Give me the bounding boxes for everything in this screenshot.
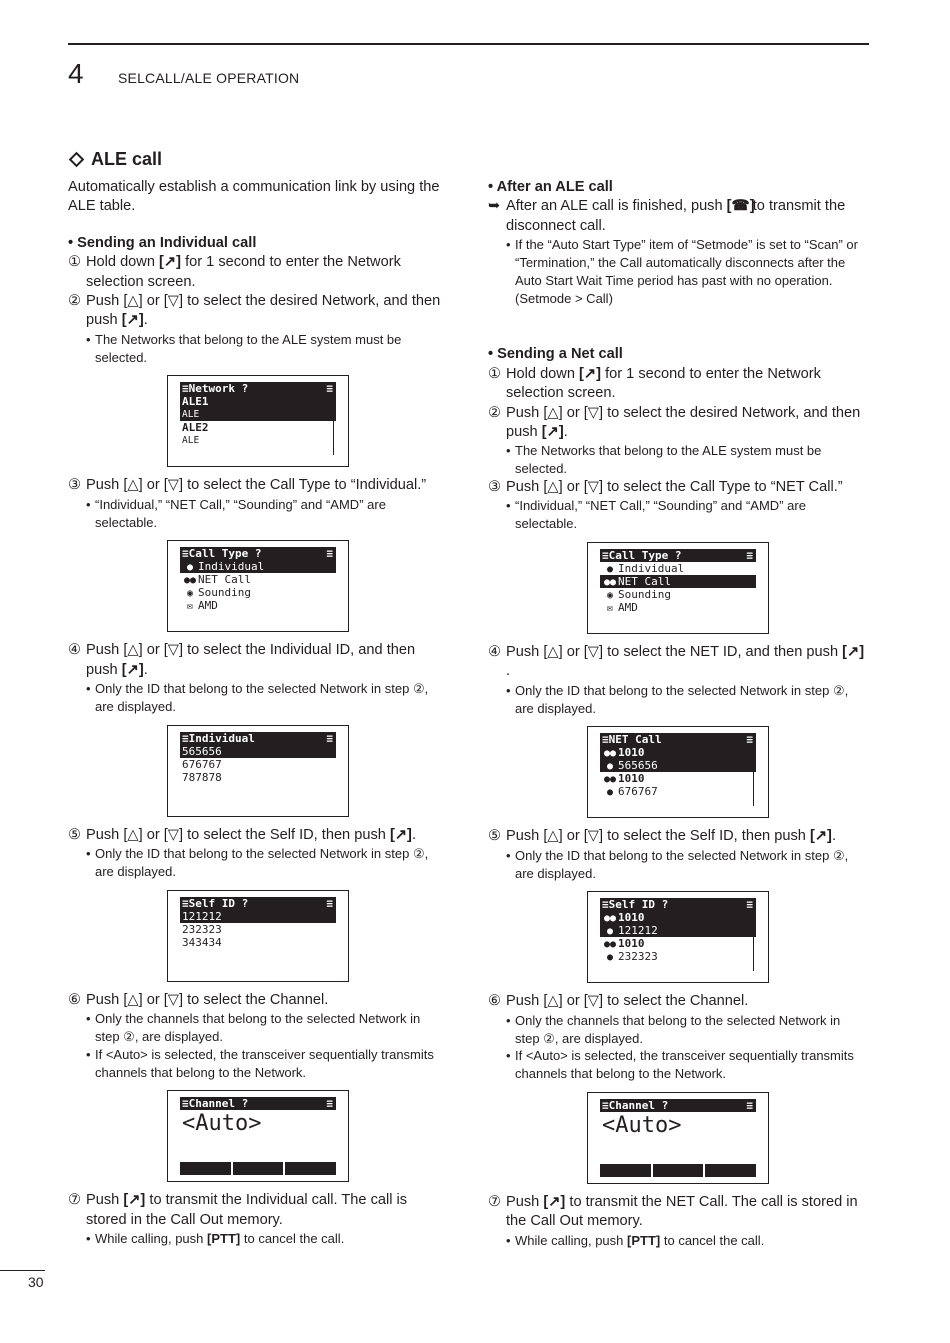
note-text: to cancel the call. <box>663 1232 765 1248</box>
step-text: Hold down <box>86 254 155 271</box>
step-number: ⑥ <box>68 991 82 1008</box>
lcd-selfid-net-screen <box>488 882 868 992</box>
lcd-network-screen <box>68 366 448 476</box>
bullet: • <box>86 1011 91 1027</box>
note <box>488 442 868 478</box>
lcd-channel-net-screen <box>488 1083 868 1193</box>
note-text: The Networks that belong to the ALE system must be selected. <box>515 443 822 477</box>
lcd-row: 565656 <box>180 745 336 758</box>
lcd-row <box>600 785 756 798</box>
lcd-row <box>600 772 756 785</box>
lcd-softkey-bar <box>180 1162 336 1175</box>
lcd-row-label: 1010 <box>618 746 645 760</box>
lcd-row <box>600 950 756 963</box>
note <box>68 1230 448 1248</box>
scan-key-icon: [☎] <box>726 198 755 215</box>
note <box>488 1232 868 1250</box>
footer-rule <box>0 1270 45 1271</box>
menu-icon: ≡ <box>182 382 189 396</box>
lcd-title: Channel ? <box>608 1099 669 1113</box>
step-text: Push [△] or [▽] to select the Self ID, then push <box>506 828 806 845</box>
individual-step-7 <box>68 1191 448 1230</box>
step-text: Push [△] or [▽] to select the Self ID, then push <box>86 826 386 843</box>
menu-icon: ≡ <box>602 1099 609 1113</box>
lcd-calltype-net-screen <box>488 533 868 643</box>
page-number: 30 <box>28 1274 44 1290</box>
menu-icon: ≡ <box>746 549 753 563</box>
lcd-row-label: 1010 <box>618 937 645 951</box>
step-text: Push [△] or [▽] to select the Call Type to “NET Call.” <box>506 479 843 496</box>
step-text: Push [△] or [▽] to select the desired Network, and then push <box>86 293 441 329</box>
note-text: Only the ID that belong to the selected Network in step ②, are displayed. <box>515 847 849 881</box>
step-text: Push [△] or [▽] to select the desired Network, and then push <box>506 404 861 441</box>
net-step-7 <box>488 1193 868 1232</box>
lcd-channel-value: <Auto> <box>182 1111 262 1137</box>
net-step-1 <box>488 365 868 404</box>
group-icon: ●● <box>603 913 617 925</box>
lcd-individual-screen <box>68 716 448 826</box>
arrow-icon: ➥ <box>488 198 501 215</box>
person-icon: ● <box>606 952 614 964</box>
lcd-row-label: Individual <box>198 560 265 574</box>
group-icon: ●● <box>603 939 617 951</box>
note-text: to cancel the call. <box>243 1231 345 1247</box>
step-text: Hold down <box>506 365 575 382</box>
envelope-icon: ✉ <box>606 603 614 615</box>
lcd-row: ALE <box>182 435 200 447</box>
lcd-scrollbar <box>753 911 756 971</box>
lcd-row-label: Sounding <box>198 586 251 600</box>
ptt-key: [PTT] <box>627 1232 661 1248</box>
person-icon: ● <box>606 787 614 799</box>
lcd-row <box>600 937 756 950</box>
lcd-title: Self ID ? <box>608 898 669 912</box>
menu-icon: ≡ <box>326 1097 333 1111</box>
menu-icon: ≡ <box>326 731 333 745</box>
individual-step-2 <box>68 292 448 331</box>
bullet: • <box>506 682 511 698</box>
step-number: ⑤ <box>68 826 82 843</box>
step-number: ⑦ <box>68 1192 82 1209</box>
step-number: ① <box>488 365 502 382</box>
bullet: • <box>86 846 91 862</box>
step-text: . <box>831 828 837 845</box>
lcd-title: Individual <box>188 731 255 745</box>
note <box>68 680 448 716</box>
step-text: Push [△] or [▽] to select the NET ID, and then push <box>506 644 839 661</box>
note <box>68 496 448 532</box>
lcd-row-label: 1010 <box>618 772 645 786</box>
step-text: Push [△] or [▽] to select the Channel. <box>86 991 329 1008</box>
call-key-icon: [↗] <box>541 424 564 441</box>
lcd-row-label: NET Call <box>618 575 671 589</box>
call-key-icon: [↗] <box>809 828 832 845</box>
note <box>68 331 448 367</box>
step-text: . <box>563 424 568 441</box>
step-number: ⑤ <box>488 828 502 845</box>
chapter-number: 4 <box>68 58 84 89</box>
step-text: for 1 second to enter the Network selection screen. <box>506 365 821 402</box>
lcd-softkey-bar <box>600 1164 756 1177</box>
bullet: • <box>506 1012 511 1028</box>
lcd-row <box>600 911 756 924</box>
individual-step-6 <box>68 991 448 1010</box>
step-text: to transmit the Individual call. The call is stored in the Call Out memory. <box>86 1192 408 1228</box>
lcd-row <box>600 924 756 937</box>
person-icon: ● <box>606 564 614 576</box>
note <box>68 1046 448 1082</box>
section-intro: Automatically establish a communication link by using the ALE table. <box>68 179 440 215</box>
step-number: ① <box>68 254 82 271</box>
step-number: ⑦ <box>488 1194 502 1211</box>
lcd-row: ALE2 <box>182 421 209 435</box>
bullet: • <box>506 1232 511 1248</box>
step-text: for 1 second to enter the Network selection screen. <box>86 254 401 290</box>
lcd-title: Call Type ? <box>188 547 262 561</box>
bullet: • <box>506 237 511 253</box>
call-key-icon: [↗] <box>123 1192 146 1209</box>
note-text: Only the ID that belong to the selected Network in step ②, are displayed. <box>515 682 849 716</box>
note-text: “Individual,” “NET Call,” “Sounding” and “AMD” are selectable. <box>515 498 806 532</box>
menu-icon: ≡ <box>746 898 753 912</box>
note <box>488 847 868 883</box>
net-step-4 <box>488 643 868 682</box>
bullet: • <box>506 847 511 863</box>
lcd-channel-value: <Auto> <box>602 1113 682 1139</box>
step-number: ④ <box>488 644 502 661</box>
group-icon: ●● <box>603 577 617 589</box>
menu-icon: ≡ <box>746 733 753 747</box>
lcd-title: Call Type ? <box>608 549 682 563</box>
call-key-icon: [↗] <box>389 826 412 843</box>
step-text: Push [△] or [▽] to select the Call Type to “Individual.” <box>86 477 427 494</box>
menu-icon: ≡ <box>182 547 189 561</box>
note-text: Only the ID that belong to the selected Network in step ②, are displayed. <box>95 846 429 880</box>
lcd-row-label: 232323 <box>618 950 658 964</box>
note-text: If the “Auto Start Type” item of “Setmode” is set to “Scan” or “Termination,” the Call automatically disconnects after the Auto Start Wait Time period has past with no operation. (Setmode > Call) <box>515 237 858 306</box>
lcd-row-label: NET Call <box>198 573 251 587</box>
menu-icon: ≡ <box>602 733 609 747</box>
right-column <box>488 178 868 1250</box>
note-text: While calling, push <box>95 1231 204 1247</box>
note <box>68 1010 448 1046</box>
lcd-row <box>600 562 756 575</box>
lcd-row <box>180 586 336 599</box>
note-text: If <Auto> is selected, the transceiver sequentially transmits channels that belong to the Network. <box>515 1048 854 1082</box>
group-icon: ●● <box>603 774 617 786</box>
note-text: If <Auto> is selected, the transceiver sequentially transmits channels that belong to the Network. <box>95 1046 434 1080</box>
individual-step-4 <box>68 641 448 680</box>
menu-icon: ≡ <box>746 1099 753 1113</box>
step-text: to transmit the NET Call. The call is stored in the Call Out memory. <box>506 1194 858 1230</box>
person-icon: ● <box>186 562 194 574</box>
note <box>488 497 868 533</box>
note <box>488 236 868 307</box>
call-key-icon: [↗] <box>121 661 144 678</box>
menu-icon: ≡ <box>326 547 333 561</box>
lcd-title: NET Call <box>608 733 662 747</box>
bullet: • <box>86 1046 91 1062</box>
lcd-row: ALE1 <box>180 395 336 408</box>
lcd-scrollbar <box>753 746 756 806</box>
lcd-row-label: Individual <box>618 562 685 576</box>
bullet: • <box>86 331 91 347</box>
lcd-row: 676767 <box>182 757 222 771</box>
sounding-icon: ◉ <box>606 590 614 602</box>
lcd-row-label: AMD <box>618 601 638 615</box>
note <box>488 1047 868 1083</box>
step-text: . <box>506 663 511 680</box>
lcd-calltype-screen <box>68 531 448 641</box>
menu-icon: ≡ <box>326 896 333 910</box>
net-step-2 <box>488 404 868 443</box>
individual-step-3 <box>68 476 448 495</box>
call-key-icon: [↗] <box>543 1194 566 1211</box>
lcd-row-label: 1010 <box>618 911 645 925</box>
lcd-row <box>600 601 756 614</box>
lcd-title: Channel ? <box>188 1097 249 1111</box>
chapter-title: SELCALL/ALE OPERATION <box>118 70 300 86</box>
lcd-row <box>600 746 756 759</box>
diamond-icon <box>69 151 85 167</box>
net-step-6 <box>488 992 868 1011</box>
step-text: . <box>143 661 148 678</box>
ptt-key: [PTT] <box>207 1231 241 1247</box>
menu-icon: ≡ <box>602 549 609 563</box>
lcd-row: 787878 <box>182 770 222 784</box>
lcd-selfid-screen <box>68 881 448 991</box>
menu-icon: ≡ <box>182 731 189 745</box>
bullet: • <box>86 496 91 512</box>
bullet: • <box>86 681 91 697</box>
lcd-channel-screen <box>68 1081 448 1191</box>
individual-heading: • Sending an Individual call <box>68 234 257 251</box>
lcd-row <box>180 560 336 573</box>
lcd-row-label: 121212 <box>618 924 658 938</box>
note-text: While calling, push <box>515 1232 624 1248</box>
step-number: ⑥ <box>488 993 502 1010</box>
net-heading: • Sending a Net call <box>488 346 623 363</box>
step-number: ② <box>488 404 502 421</box>
header-rule <box>68 43 869 45</box>
step-text: Push <box>506 1194 540 1211</box>
note <box>68 845 448 881</box>
individual-step-5 <box>68 826 448 845</box>
call-key-icon: [↗] <box>842 644 865 661</box>
lcd-row-label: 565656 <box>618 759 658 773</box>
section-heading <box>68 148 448 170</box>
lcd-title: Self ID ? <box>188 896 249 910</box>
lcd-row-label: AMD <box>198 599 218 613</box>
step-number: ③ <box>68 477 82 494</box>
lcd-row <box>600 575 756 588</box>
lcd-row <box>600 759 756 772</box>
note-text: Only the channels that belong to the selected Network in step ②, are displayed. <box>515 1012 841 1046</box>
net-step-3 <box>488 478 868 497</box>
lcd-row: 121212 <box>180 910 336 923</box>
individual-step-1 <box>68 253 448 292</box>
call-key-icon: [↗] <box>121 312 144 329</box>
step-text: Push [△] or [▽] to select the Channel. <box>506 993 749 1010</box>
after-heading: • After an ALE call <box>488 179 613 195</box>
lcd-row: ALE <box>180 408 336 421</box>
step-text: . <box>411 826 417 843</box>
note <box>488 682 868 718</box>
step-text: After an ALE call is finished, push <box>506 198 723 215</box>
step-text: to transmit the disconnect call. <box>506 198 846 234</box>
step-number: ④ <box>68 642 82 659</box>
lcd-row <box>180 573 336 586</box>
lcd-row <box>180 599 336 612</box>
person-icon: ● <box>606 926 614 938</box>
section-title: ALE call <box>91 149 163 169</box>
note-text: Only the ID that belong to the selected Network in step ②, are displayed. <box>95 681 429 715</box>
lcd-row-label: Sounding <box>618 588 671 602</box>
group-icon: ●● <box>183 575 197 587</box>
lcd-netcall-screen <box>488 717 868 827</box>
step-number: ② <box>68 293 82 310</box>
call-key-icon: [↗] <box>159 254 181 271</box>
menu-icon: ≡ <box>602 898 609 912</box>
after-text <box>488 197 868 236</box>
sounding-icon: ◉ <box>186 588 194 600</box>
person-icon: ● <box>606 761 614 773</box>
envelope-icon: ✉ <box>186 601 194 613</box>
bullet: • <box>506 443 511 459</box>
note <box>488 1012 868 1048</box>
menu-icon: ≡ <box>326 382 333 396</box>
lcd-row <box>600 588 756 601</box>
menu-icon: ≡ <box>182 1097 189 1111</box>
bullet: • <box>506 1048 511 1064</box>
bullet: • <box>506 498 511 514</box>
note-text: “Individual,” “NET Call,” “Sounding” and “AMD” are selectable. <box>95 496 386 530</box>
bullet: • <box>86 1231 91 1247</box>
call-key-icon: [↗] <box>579 365 601 382</box>
lcd-row: 343434 <box>182 935 222 949</box>
lcd-row-label: 676767 <box>618 785 658 799</box>
lcd-scrollbar <box>333 395 336 455</box>
step-text: Push <box>86 1192 120 1209</box>
net-step-5 <box>488 827 868 846</box>
lcd-row: 232323 <box>182 922 222 936</box>
left-column <box>68 148 448 1248</box>
note-text: The Networks that belong to the ALE system must be selected. <box>95 331 402 365</box>
note-text: Only the channels that belong to the selected Network in step ②, are displayed. <box>95 1011 421 1045</box>
step-text: Push [△] or [▽] to select the Individual ID, and then push <box>86 642 416 678</box>
step-text: . <box>143 312 148 329</box>
lcd-title: Network ? <box>188 382 249 396</box>
step-number: ③ <box>488 479 502 496</box>
menu-icon: ≡ <box>182 896 189 910</box>
group-icon: ●● <box>603 748 617 760</box>
